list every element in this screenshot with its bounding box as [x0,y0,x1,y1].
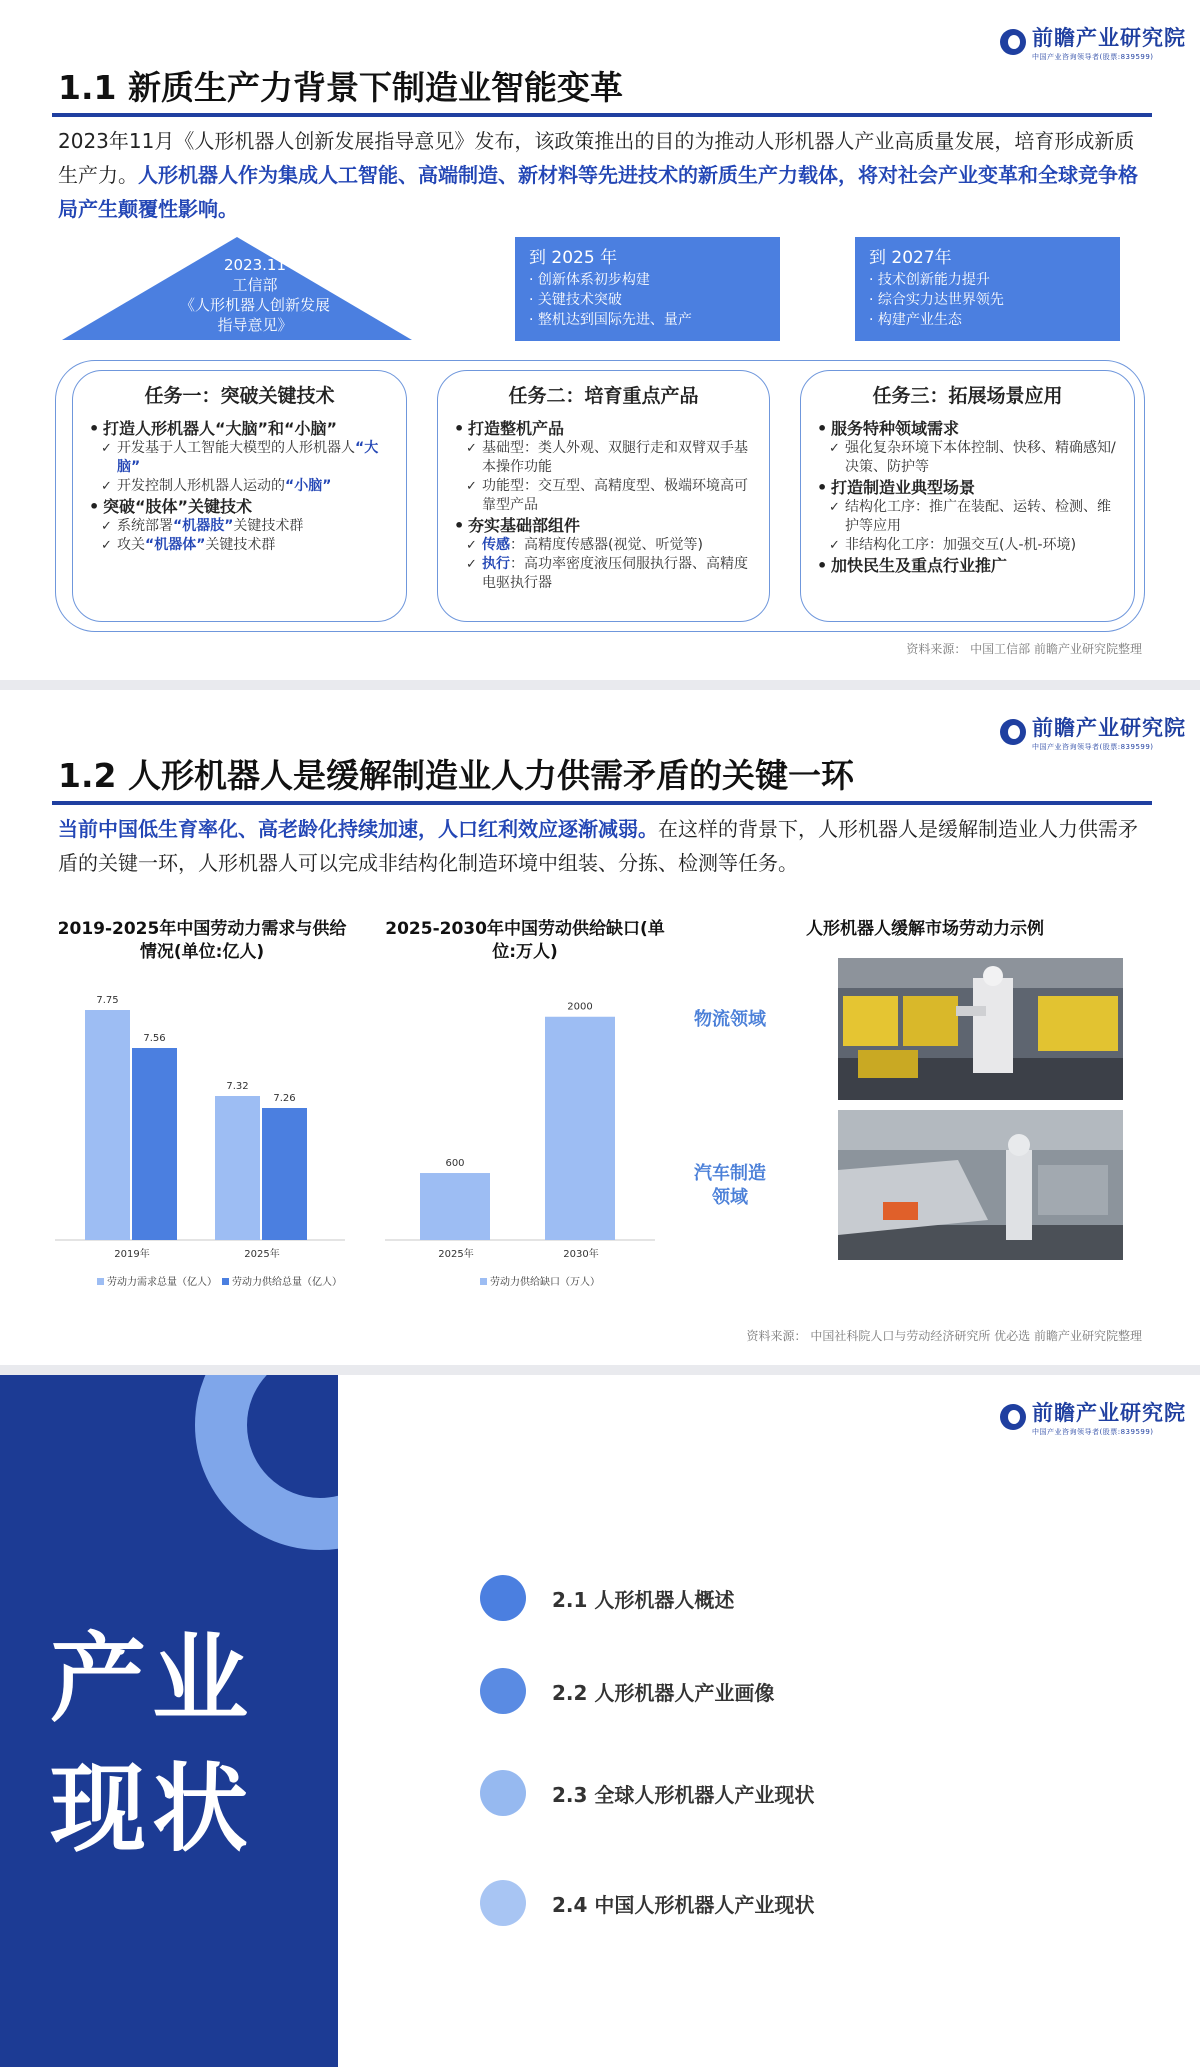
data-label: 7.32 [226,1081,249,1092]
intro-text: 2023年11月《人形机器人创新发展指导意见》发布，该政策推出的目的为推动人形机器人产业高质量发展，培育形成新质生产力。 [58,129,1135,187]
legend-swatch [222,1278,229,1285]
bar [132,1048,177,1240]
intro-text: 在这样的背景下，人形机器人是缓解制造业人力供需矛盾的关键一环，人形机器人可以完成非结构化制造环境中组装、分拣、检测等任务。 [58,817,1138,875]
policy-doc: 《人形机器人创新发展指导意见》 [179,296,330,334]
brand-sub: 中国产业咨询领导者(股票:839599) [1032,743,1154,751]
auto-robot-photo [838,1110,1123,1260]
policy-date: 2023.11 [223,256,287,274]
photos-title: 人形机器人缓解市场劳动力示例 [806,919,1044,939]
intro-paragraph [58,812,1148,880]
toc-item-2-2[interactable] [480,1668,774,1714]
tick-label: 2025年 [438,1249,474,1260]
data-label: 600 [445,1158,465,1170]
data-label: 7.75 [96,995,119,1006]
chart-1-title: 2019-2025年中国劳动力需求与供给情况(单位:亿人) [57,919,347,962]
brand-name: 前瞻产业研究院 [1032,1401,1186,1425]
toc-bullet-icon [480,1575,526,1621]
chart-1 [55,990,355,1310]
logistics-robot-photo [838,958,1123,1100]
bar [420,1173,490,1240]
tick-label: 2025年 [244,1249,280,1260]
goal-item: · 关键技术突破 [529,290,766,310]
bar [215,1096,260,1240]
brand-logo-icon [1000,719,1026,745]
task-bullet: • 打造人形机器人“大脑”和“小脑” [89,418,390,439]
goal-2027 [855,237,1120,341]
task-check: ✓ 开发基于人工智能大模型的人形机器人“大脑” [89,439,390,477]
goal-item: · 创新体系初步构建 [529,270,766,290]
tick-label: 2030年 [563,1249,599,1260]
toc-label: 2.1 人形机器人概述 [552,1587,735,1612]
toc-label: 2.3 全球人形机器人产业现状 [552,1782,815,1807]
page-title: 1.1 新质生产力背景下制造业智能变革 [58,68,623,107]
page-title: 1.2 人形机器人是缓解制造业人力供需矛盾的关键一环 [58,756,854,795]
legend-swatch [97,1278,104,1285]
data-label: 7.26 [273,1093,296,1104]
title-divider [52,113,1152,117]
legend-label: 劳动力供给总量（亿人） [232,1277,342,1288]
task-bullet: • 服务特种领域需求 [817,418,1118,439]
legend-swatch [480,1278,487,1285]
task-check: ✓ 开发控制人形机器人运动的“小脑” [89,477,390,496]
task-bullet: • 打造制造业典型场景 [817,477,1118,498]
toc-item-2-3[interactable] [480,1770,814,1816]
task-card-3 [800,370,1135,622]
legend-label: 劳动力供给缺口（万人） [490,1277,600,1288]
slide-3 [0,1375,1200,2067]
intro-paragraph [58,124,1148,226]
task-check: ✓ 非结构化工序：加强交互(人-机-环境) [817,536,1118,555]
task-title: 任务二：培育重点产品 [508,385,699,407]
task-card-2 [437,370,770,622]
goal-title: 到 2027年 [869,248,952,268]
task-check: ✓ 结构化工序：推广在装配、运转、检测、维护等应用 [817,498,1118,536]
brand-logo [1000,712,1186,752]
brand-logo [1000,1397,1186,1437]
goal-title: 到 2025 年 [529,248,618,268]
toc-item-2-4[interactable] [480,1880,814,1926]
task-bullet: • 加快民生及重点行业推广 [817,555,1118,576]
section-title-line-2: 现状 [50,1753,254,1865]
bar [85,1010,130,1240]
brand-logo-icon [1000,29,1026,55]
toc-label: 2.4 中国人形机器人产业现状 [552,1892,815,1917]
task-check: ✓ 执行：高功率密度液压伺服执行器、高精度电驱执行器 [454,555,753,593]
bar [262,1108,307,1240]
toc-item-2-1[interactable] [480,1575,734,1621]
brand-name: 前瞻产业研究院 [1032,716,1186,740]
task-check: ✓ 基础型：类人外观、双腿行走和双臂双手基本操作功能 [454,439,753,477]
task-card-1 [72,370,407,622]
data-label: 7.56 [143,1033,166,1044]
source-note: 资料来源： 中国社科院人口与劳动经济研究所 优必选 前瞻产业研究院整理 [746,1329,1142,1343]
photo-label-logistics: 物流领域 [694,1009,766,1030]
toc-bullet-icon [480,1668,526,1714]
brand-name: 前瞻产业研究院 [1032,26,1186,50]
task-bullet: • 夯实基础部组件 [454,515,753,536]
goal-item: · 整机达到国际先进、量产 [529,310,766,330]
task-check: ✓ 传感：高精度传感器(视觉、听觉等) [454,536,753,555]
task-check: ✓ 强化复杂环境下本体控制、快移、精确感知/决策、防护等 [817,439,1118,477]
bar [545,1017,615,1240]
chart-2-title: 2025-2030年中国劳动供给缺口(单位:万人) [385,919,665,962]
tick-label: 2019年 [114,1249,150,1260]
photo-label-auto: 汽车制造领域 [694,1163,766,1208]
title-divider [52,801,1152,805]
data-label: 2000 [567,1001,593,1013]
toc-label: 2.2 人形机器人产业画像 [552,1680,775,1705]
goal-item: · 技术创新能力提升 [869,270,1106,290]
goal-2025 [515,237,780,341]
task-bullet: • 突破“肢体”关键技术 [89,496,390,517]
brand-logo-icon [1000,1404,1026,1430]
goal-item: · 综合实力达世界领先 [869,290,1106,310]
source-note: 资料来源： 中国工信部 前瞻产业研究院整理 [906,642,1142,656]
task-title: 任务一：突破关键技术 [144,385,335,407]
goal-item: · 构建产业生态 [869,310,1106,330]
brand-sub: 中国产业咨询领导者(股票:839599) [1032,53,1154,61]
intro-highlight: 人形机器人作为集成人工智能、高端制造、新材料等先进技术的新质生产力载体，将对社会产业变革和全球竞争格局产生颠覆性影响。 [58,163,1138,221]
task-check: ✓ 系统部署“机器肢”关键技术群 [89,517,390,536]
policy-triangle-text [175,255,335,335]
task-check: ✓ 功能型：交互型、高精度型、极端环境高可靠型产品 [454,477,753,515]
decorative-arc [195,1375,338,1550]
toc-bullet-icon [480,1880,526,1926]
task-check: ✓ 攻关“机器体”关键技术群 [89,536,390,555]
legend-label: 劳动力需求总量（亿人） [107,1277,217,1288]
slide-1 [0,0,1200,680]
brand-sub: 中国产业咨询领导者(股票:839599) [1032,1428,1154,1436]
intro-highlight: 当前中国低生育率化、高老龄化持续加速，人口红利效应逐渐减弱。 [58,817,658,841]
slide-2 [0,690,1200,1365]
brand-logo [1000,22,1186,62]
toc-bullet-icon [480,1770,526,1816]
policy-org: 工信部 [232,276,278,294]
section-sidebar [0,1375,338,2067]
task-bullet: • 打造整机产品 [454,418,753,439]
task-title: 任务三：拓展场景应用 [872,385,1063,407]
chart-2 [385,990,665,1310]
section-title-line-1: 产业 [50,1623,254,1735]
